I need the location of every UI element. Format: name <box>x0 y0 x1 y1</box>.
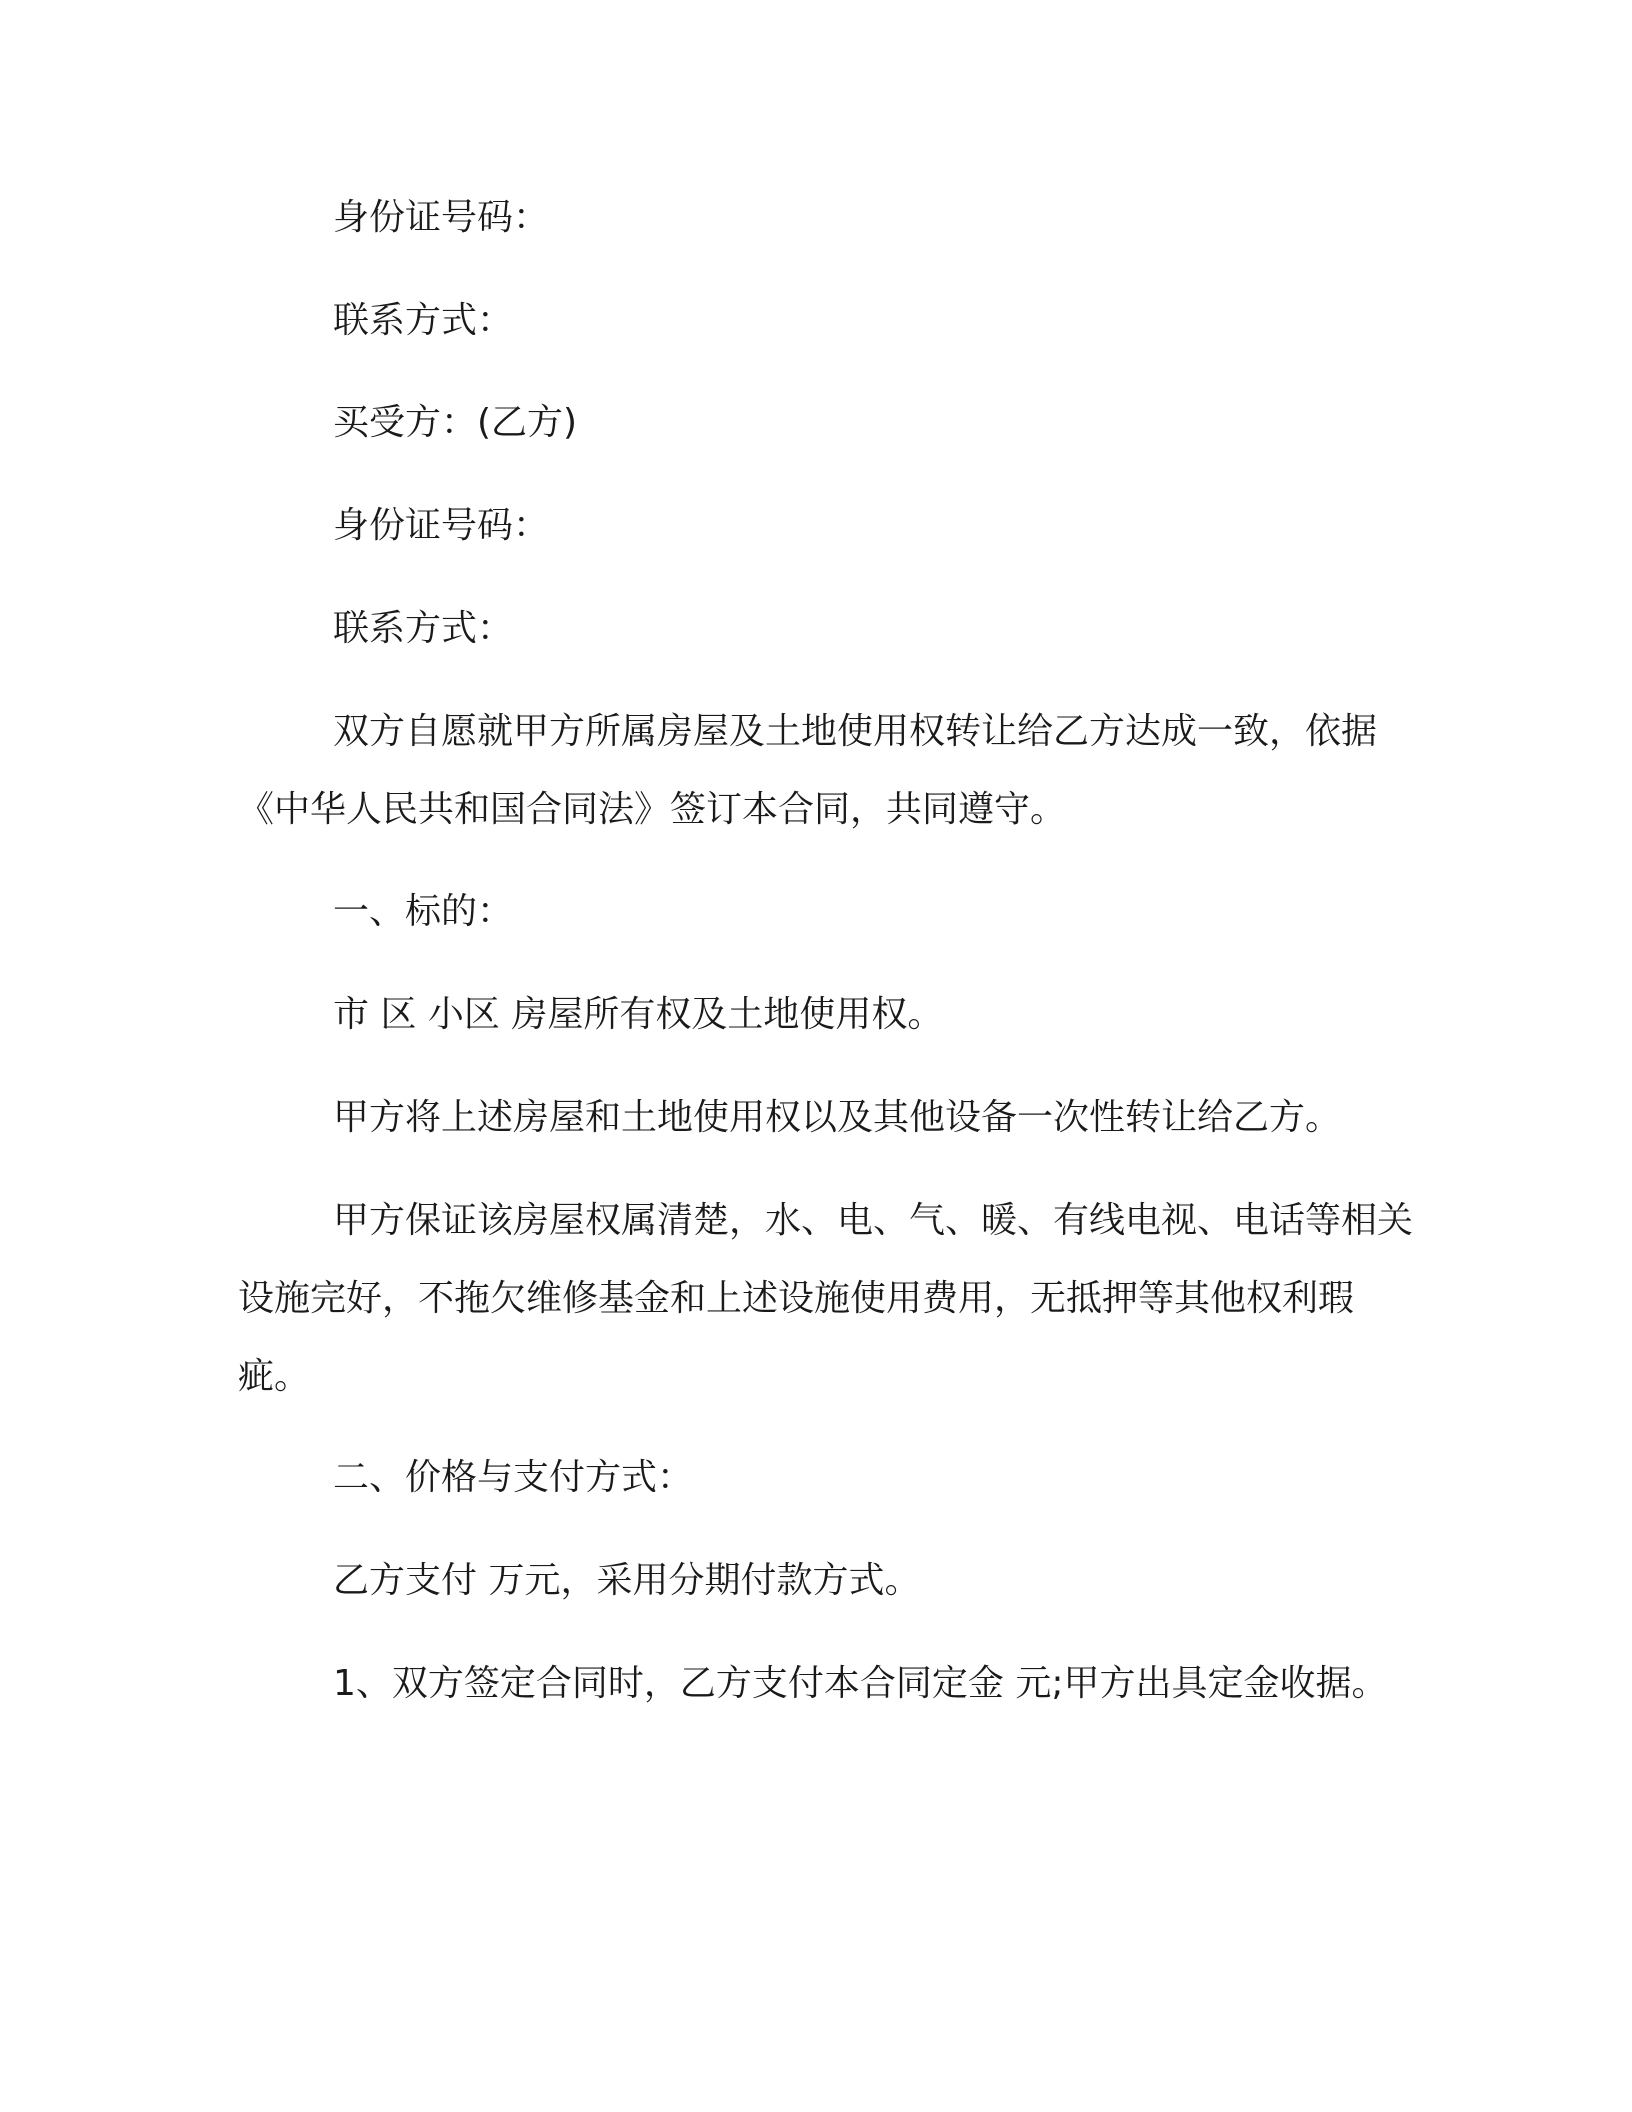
section1-title: 一、标的： <box>333 891 514 932</box>
buyer-id-line: 身份证号码： <box>333 505 550 546</box>
seller-id-line: 身份证号码： <box>333 197 550 238</box>
buyer-line: 买受方：(乙方) <box>333 402 578 443</box>
subject-line: 市 区 小区 房屋所有权及土地使用权。 <box>333 994 944 1035</box>
transfer-line: 甲方将上述房屋和土地使用权以及其他设备一次性转让给乙方。 <box>333 1097 1342 1138</box>
deposit-line: 1、双方签定合同时，乙方支付本合同定金 元;甲方出具定金收据。 <box>333 1663 1388 1704</box>
intro-paragraph: 双方自愿就甲方所属房屋及土地使用权转让给乙方达成一致，依据《中华人民共和国合同法》签订本合同，共同遵守。 <box>238 711 1378 830</box>
seller-contact-line: 联系方式： <box>333 300 514 341</box>
buyer-contact-line: 联系方式： <box>333 608 514 649</box>
guarantee-paragraph: 甲方保证该房屋权属清楚，水、电、气、暖、有线电视、电话等相关设施完好，不拖欠维修基金和上述设施使用费用，无抵押等其他权利瑕疵。 <box>238 1200 1414 1397</box>
payment-line: 乙方支付 万元，采用分期付款方式。 <box>333 1560 921 1601</box>
section2-title: 二、价格与支付方式： <box>333 1457 694 1498</box>
